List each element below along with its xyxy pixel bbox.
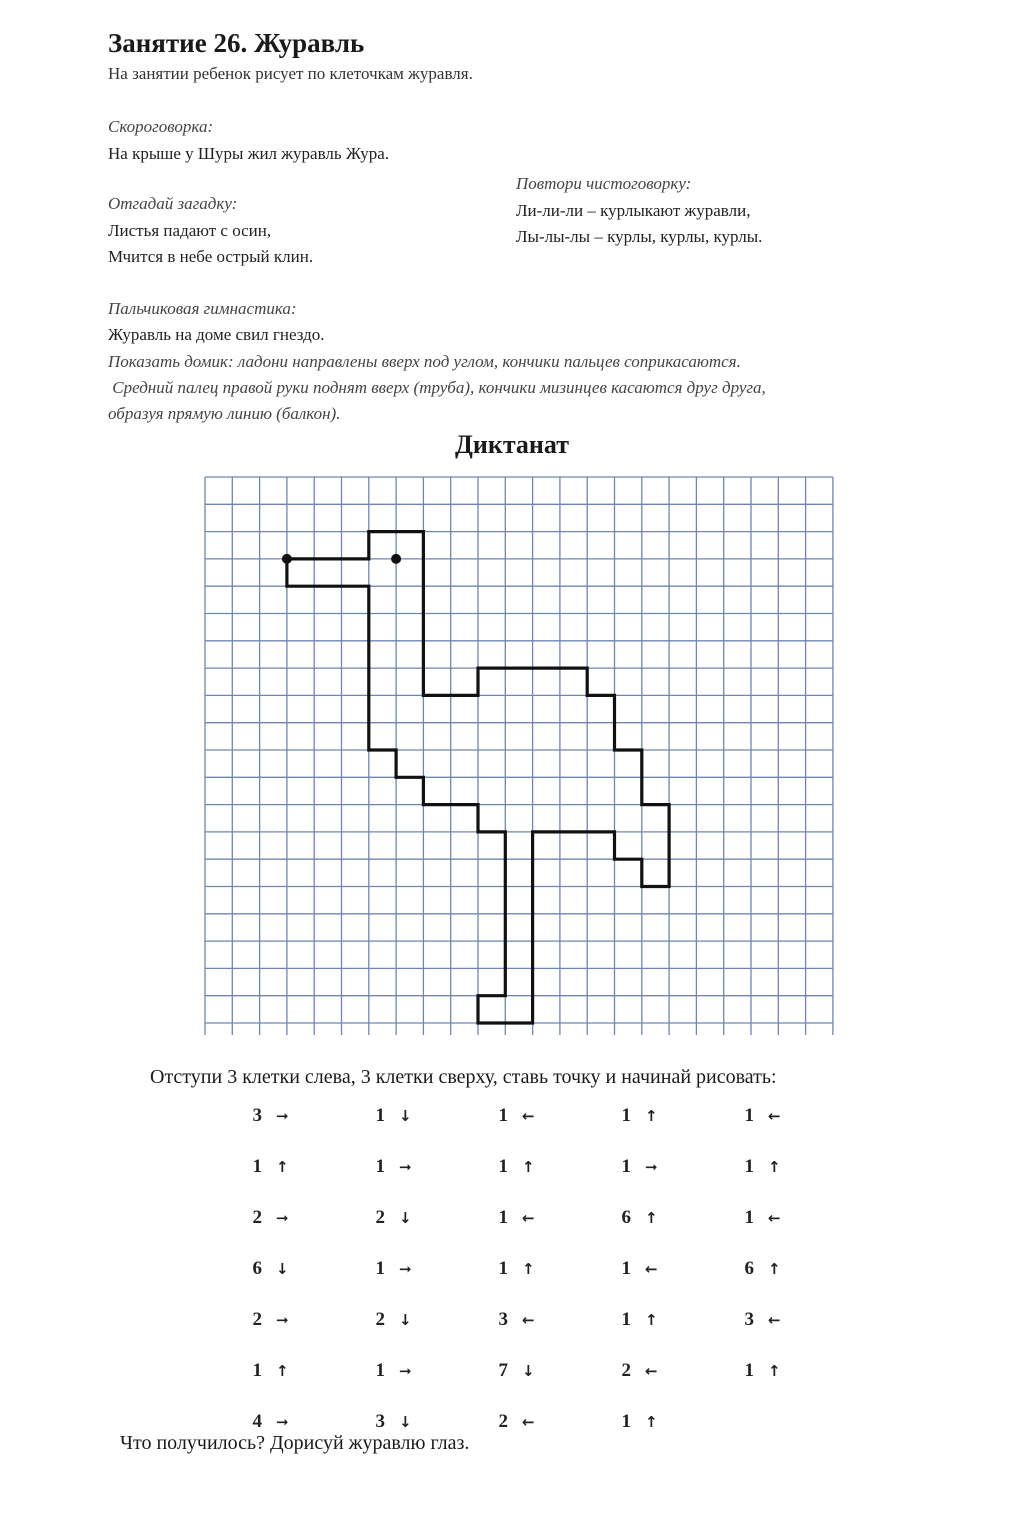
- finger-gymnastics-label: Пальчиковая гимнастика:: [108, 299, 297, 318]
- command-cell: [240, 1141, 363, 1192]
- command-count: 1: [621, 1155, 631, 1177]
- command-count: 3: [375, 1410, 385, 1432]
- command-step: [486, 1105, 535, 1127]
- arrow-left-icon: ←: [768, 1106, 781, 1125]
- command-step: [363, 1360, 412, 1382]
- pure-phrase-label: Повтори чистоговорку:: [516, 174, 692, 193]
- command-cell: [363, 1090, 486, 1141]
- command-step: [732, 1207, 781, 1229]
- arrow-left-icon: ←: [768, 1310, 781, 1329]
- command-cell: [240, 1243, 363, 1294]
- arrow-up-icon: ↑: [768, 1361, 781, 1380]
- command-cell: [609, 1090, 732, 1141]
- command-cell: [732, 1141, 855, 1192]
- dictation-commands-table: [240, 1090, 855, 1447]
- command-count: 3: [744, 1308, 754, 1330]
- command-step: [486, 1156, 535, 1178]
- tongue-twister-label: Скороговорка:: [108, 117, 214, 136]
- finger-gymnastics-instruction-2: Средний палец правой руки поднят вверх (труба), кончики мизинцев касаются друг друга,: [108, 378, 766, 397]
- command-cell: [363, 1345, 486, 1396]
- command-count: 1: [621, 1257, 631, 1279]
- arrow-left-icon: ←: [522, 1208, 535, 1227]
- command-count: 1: [621, 1308, 631, 1330]
- command-cell: [240, 1345, 363, 1396]
- pure-phrase-line-1: Ли-ли-ли – курлыкают журавли,: [516, 201, 751, 220]
- command-cell: [732, 1243, 855, 1294]
- command-count: 1: [744, 1104, 754, 1126]
- arrow-up-icon: ↑: [768, 1157, 781, 1176]
- command-count: 1: [498, 1257, 508, 1279]
- arrow-up-icon: ↑: [276, 1361, 289, 1380]
- arrow-up-icon: ↑: [522, 1259, 535, 1278]
- command-step: [486, 1360, 535, 1382]
- command-step: [609, 1105, 658, 1127]
- command-count: 1: [375, 1104, 385, 1126]
- command-cell: [609, 1243, 732, 1294]
- command-row: [240, 1243, 855, 1294]
- arrow-left-icon: ←: [645, 1259, 658, 1278]
- dictation-instruction: Отступи 3 клетки слева, 3 клетки сверху, ставь точку и начинай рисовать:: [150, 1066, 777, 1088]
- finger-gymnastics-instruction-1: Показать домик: ладони направлены вверх под углом, кончики пальцев соприкасаются.: [108, 352, 741, 371]
- command-count: 1: [621, 1104, 631, 1126]
- riddle-line-1: Листья падают с осин,: [108, 221, 272, 240]
- arrow-right-icon: ➞: [399, 1259, 412, 1278]
- command-step: [732, 1105, 781, 1127]
- arrow-up-icon: ↑: [522, 1157, 535, 1176]
- final-question: Что получилось? Дорисуй журавлю глаз.: [120, 1432, 470, 1454]
- command-step: [240, 1411, 289, 1433]
- arrow-down-icon: ↓: [399, 1106, 412, 1125]
- arrow-up-icon: ↑: [645, 1106, 658, 1125]
- command-cell: [363, 1192, 486, 1243]
- arrow-left-icon: ←: [522, 1310, 535, 1329]
- command-count: 7: [498, 1359, 508, 1381]
- arrow-left-icon: ←: [522, 1106, 535, 1125]
- command-row: [240, 1192, 855, 1243]
- command-step: [240, 1156, 289, 1178]
- command-step: [732, 1258, 781, 1280]
- command-step: [609, 1156, 658, 1178]
- command-cell: [732, 1192, 855, 1243]
- command-count: 1: [744, 1359, 754, 1381]
- arrow-up-icon: ↑: [768, 1259, 781, 1278]
- command-step: [609, 1207, 658, 1229]
- command-step: [240, 1309, 289, 1331]
- command-count: 1: [498, 1206, 508, 1228]
- command-step: [732, 1309, 781, 1331]
- command-row: [240, 1141, 855, 1192]
- lesson-title: Занятие 26. Журавль: [108, 28, 365, 58]
- arrow-left-icon: ←: [645, 1361, 658, 1380]
- arrow-right-icon: ➞: [399, 1157, 412, 1176]
- command-count: 6: [252, 1257, 262, 1279]
- command-cell: [609, 1345, 732, 1396]
- start-dot: [282, 554, 292, 564]
- riddle-label: Отгадай загадку:: [108, 194, 238, 213]
- command-count: 1: [375, 1257, 385, 1279]
- command-row: [240, 1090, 855, 1141]
- command-step: [240, 1258, 289, 1280]
- command-step: [363, 1207, 412, 1229]
- command-count: 1: [375, 1359, 385, 1381]
- command-count: 1: [621, 1410, 631, 1432]
- command-count: 2: [621, 1359, 631, 1381]
- command-cell: [486, 1345, 609, 1396]
- riddle-line-2: Мчится в небе острый клин.: [108, 247, 314, 266]
- command-cell: [240, 1294, 363, 1345]
- arrow-down-icon: ↓: [399, 1310, 412, 1329]
- command-step: [732, 1156, 781, 1178]
- arrow-right-icon: ➞: [276, 1412, 289, 1431]
- command-step: [486, 1309, 535, 1331]
- arrow-down-icon: ↓: [522, 1361, 535, 1380]
- arrow-up-icon: ↑: [276, 1157, 289, 1176]
- command-step: [486, 1207, 535, 1229]
- command-step: [363, 1411, 412, 1433]
- lesson-subtitle: На занятии ребенок рисует по клеточкам журавля.: [108, 64, 473, 83]
- command-step: [609, 1258, 658, 1280]
- command-cell: [486, 1243, 609, 1294]
- command-count: 2: [252, 1206, 262, 1228]
- command-count: 2: [375, 1206, 385, 1228]
- command-count: 1: [498, 1104, 508, 1126]
- command-cell: [609, 1396, 732, 1447]
- command-row: [240, 1345, 855, 1396]
- arrow-right-icon: ➞: [399, 1361, 412, 1380]
- command-step: [240, 1105, 289, 1127]
- command-cell: [240, 1090, 363, 1141]
- command-step: [240, 1360, 289, 1382]
- command-count: 6: [744, 1257, 754, 1279]
- command-step: [363, 1258, 412, 1280]
- dictation-heading: Диктанат: [454, 430, 570, 459]
- arrow-up-icon: ↑: [645, 1310, 658, 1329]
- command-count: 2: [375, 1308, 385, 1330]
- command-step: [363, 1156, 412, 1178]
- command-count: 1: [744, 1206, 754, 1228]
- command-step: [609, 1360, 658, 1382]
- command-count: 3: [252, 1104, 262, 1126]
- command-count: 3: [498, 1308, 508, 1330]
- command-count: 1: [744, 1155, 754, 1177]
- command-cell: [732, 1294, 855, 1345]
- command-cell: [363, 1294, 486, 1345]
- command-step: [240, 1207, 289, 1229]
- command-step: [609, 1309, 658, 1331]
- grid-lines: [205, 477, 833, 1035]
- command-step: [609, 1411, 658, 1433]
- command-count: 2: [252, 1308, 262, 1330]
- command-step: [363, 1105, 412, 1127]
- command-cell: [486, 1192, 609, 1243]
- finger-gymnastics-text: Журавль на доме свил гнездо.: [108, 325, 325, 344]
- command-row: [240, 1294, 855, 1345]
- command-cell: [609, 1141, 732, 1192]
- arrow-right-icon: ➞: [276, 1310, 289, 1329]
- command-cell: [732, 1090, 855, 1141]
- command-count: 1: [498, 1155, 508, 1177]
- arrow-right-icon: ➞: [645, 1157, 658, 1176]
- arrow-left-icon: ←: [768, 1208, 781, 1227]
- command-cell: [732, 1396, 855, 1447]
- arrow-right-icon: ➞: [276, 1106, 289, 1125]
- command-count: 6: [621, 1206, 631, 1228]
- command-cell: [486, 1294, 609, 1345]
- command-cell: [363, 1141, 486, 1192]
- command-cell: [609, 1294, 732, 1345]
- pure-phrase-line-2: Лы-лы-лы – курлы, курлы, курлы.: [516, 227, 763, 246]
- command-count: 1: [375, 1155, 385, 1177]
- command-step: [486, 1411, 535, 1433]
- arrow-down-icon: ↓: [399, 1208, 412, 1227]
- command-step: [732, 1360, 781, 1382]
- arrow-up-icon: ↑: [645, 1208, 658, 1227]
- arrow-right-icon: ➞: [276, 1208, 289, 1227]
- command-count: 1: [252, 1359, 262, 1381]
- command-cell: [486, 1141, 609, 1192]
- command-cell: [363, 1243, 486, 1294]
- arrow-down-icon: ↓: [399, 1412, 412, 1431]
- arrow-down-icon: ↓: [276, 1259, 289, 1278]
- command-count: 1: [252, 1155, 262, 1177]
- command-count: 2: [498, 1410, 508, 1432]
- crane-eye: [391, 554, 401, 564]
- command-cell: [609, 1192, 732, 1243]
- command-step: [363, 1309, 412, 1331]
- command-cell: [486, 1396, 609, 1447]
- command-step: [486, 1258, 535, 1280]
- finger-gymnastics-instruction-3: образуя прямую линию (балкон).: [108, 404, 341, 423]
- arrow-up-icon: ↑: [645, 1412, 658, 1431]
- command-cell: [486, 1090, 609, 1141]
- arrow-left-icon: ←: [522, 1412, 535, 1431]
- command-cell: [240, 1192, 363, 1243]
- command-cell: [732, 1345, 855, 1396]
- command-count: 4: [252, 1410, 262, 1432]
- tongue-twister-text: На крыше у Шуры жил журавль Жура.: [108, 144, 390, 163]
